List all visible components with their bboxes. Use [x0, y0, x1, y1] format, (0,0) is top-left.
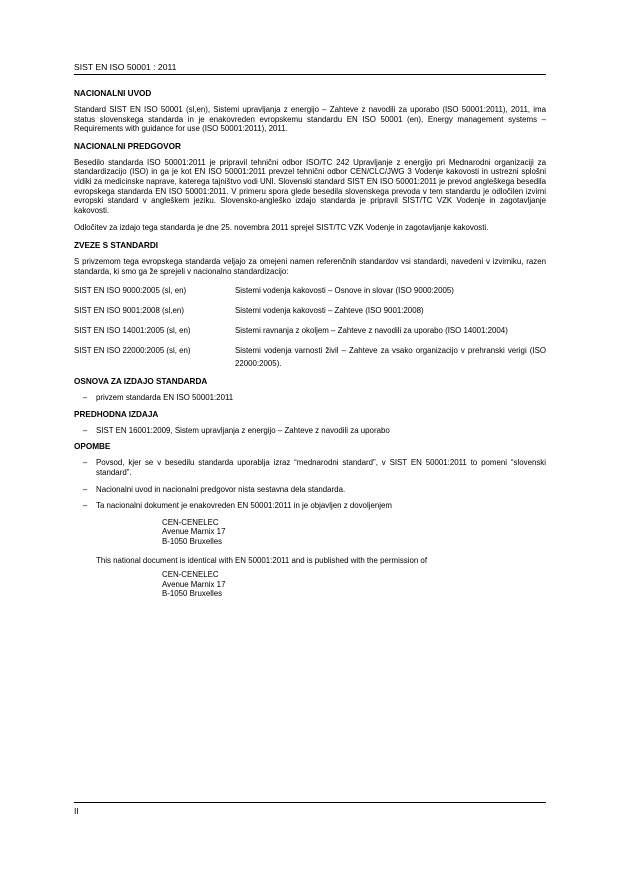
reference-row — [74, 304, 546, 317]
address-line: Avenue Marnix 17 — [162, 579, 226, 589]
address-line: CEN-CENELEC — [162, 517, 219, 527]
nacionalni-predgovor-paragraph-2: Odločitev za izdajo tega standarda je dne 25. novembra 2011 sprejel SIST/TC VZK Vodenje in zagotavljanje kakovosti. — [74, 223, 489, 233]
opombe-item-text: Ta nacionalni dokument je enakovreden EN 50001:2011 in je objavljen z dovoljenjem — [96, 501, 392, 511]
reference-title: Sistemi ravnanja z okoljem – Zahteve z navodili za uporabo (ISO 14001:2004) — [235, 326, 508, 336]
zveze-intro-text: S privzemom tega evropskega standarda veljajo za omejeni namen referenčnih standardov vsi standardi, navedeni v izvirniku, razen standarda, ki smo ga že sprejeli v nacionalno standardizacijo: — [74, 256, 546, 276]
page-content — [74, 89, 546, 609]
list-item — [74, 485, 546, 495]
osnova-item-text: privzem standarda EN ISO 50001:2011 — [96, 393, 234, 403]
section-heading-nacionalni-predgovor: NACIONALNI PREDGOVOR — [74, 141, 181, 151]
list-item — [74, 458, 546, 477]
page-number: II — [74, 806, 79, 816]
reference-row — [74, 344, 546, 370]
dash-bullet: – — [82, 425, 88, 435]
reference-title: Sistemi vodenja kakovosti – Zahteve (ISO 9001:2008) — [235, 306, 424, 316]
address-line: CEN-CENELEC — [162, 570, 219, 580]
opombe-item-text: Nacionalni uvod in nacionalni predgovor nista sestavna dela standarda. — [96, 484, 346, 494]
header-divider — [74, 74, 546, 75]
dash-bullet: – — [82, 393, 88, 403]
address-line: B-1050 Bruxelles — [162, 536, 223, 546]
nacionalni-uvod-text: Standard SIST EN ISO 50001 (sl,en), Sistemi upravljanja z energijo – Zahteve z navodili za uporabo (ISO 50001:2011), 2011, ima status slovenskega standarda in je enakovreden evropskemu standardu EN ISO 50001 (en), Energy management systems – Requirements with guidance for use (ISO 50001:2011), 2011. — [74, 105, 546, 134]
reference-code: SIST EN ISO 22000:2005 (sl, en) — [74, 346, 191, 356]
address-block — [162, 570, 546, 599]
dash-bullet: – — [82, 484, 88, 494]
address-line: B-1050 Bruxelles — [162, 589, 223, 599]
english-note-text: This national document is identical with EN 50001:2011 and is published with the permission of — [96, 556, 428, 566]
list-item — [74, 393, 546, 403]
address-block — [162, 518, 546, 547]
section-heading-osnova: OSNOVA ZA IZDAJO STANDARDA — [74, 377, 208, 387]
section-heading-opombe: OPOMBE — [74, 442, 111, 452]
reference-row — [74, 284, 546, 297]
section-heading-nacionalni-uvod: NACIONALNI UVOD — [74, 89, 152, 98]
address-section — [96, 518, 546, 599]
nacionalni-predgovor-paragraph-1: Besedilo standarda ISO 50001:2011 je pripravil tehnični odbor ISO/TC 242 Upravljanje z energijo pri Mednarodni organizaciji za standardizacijo (ISO) in ga je kot EN ISO 50001:2011 prevzel tehnični odbor CEN/CLC/JWG 3 Vodenje kakovosti in ustrezni splošni vidiki za medicinske naprave, katerega tajništvo vodi UNI. Slovenski standard SIST EN ISO 50001:2011 je prevod angleškega besedila evropskega standarda EN ISO 50001:2011. V primeru spora glede besedila slovenskega prevoda v tem standardu je odločilen izvirni evropski standard v angleškem jeziku. Slovensko-angleško izdajo standarda je pripravil SIST/TC VZK Vodenje in zagotavljanje kakovosti. — [74, 157, 546, 215]
section-heading-predhodna: PREDHODNA IZDAJA — [74, 409, 159, 419]
document-code-header: SIST EN ISO 50001 : 2011 — [74, 62, 177, 72]
reference-standards-list — [74, 284, 546, 370]
predhodna-item-text: SIST EN 16001:2009, Sistem upravljanja z energijo – Zahteve z navodili za uporabo — [96, 425, 390, 435]
list-item — [74, 501, 546, 511]
reference-row — [74, 324, 546, 337]
address-line: Avenue Marnix 17 — [162, 527, 226, 537]
reference-code: SIST EN ISO 9001:2008 (sl,en) — [74, 306, 184, 316]
dash-bullet: – — [82, 458, 88, 468]
list-item — [74, 426, 546, 436]
section-heading-zveze-s-standardi: ZVEZE S STANDARDI — [74, 240, 159, 250]
reference-code: SIST EN ISO 14001:2005 (sl, en) — [74, 326, 191, 336]
footer-divider — [74, 802, 546, 803]
opombe-item-text: Povsod, kjer se v besedilu standarda uporablja izraz “mednarodni standard”, v SIST EN 50001:2011 to pomeni “slovenski standard”. — [96, 458, 546, 477]
reference-title: Sistemi vodenja varnosti živil – Zahteve za vsako organizacijo v prehranski verigi (ISO 22000:2005). — [235, 346, 546, 369]
reference-code: SIST EN ISO 9000:2005 (sl, en) — [74, 286, 187, 296]
dash-bullet: – — [82, 501, 88, 511]
reference-title: Sistemi vodenja kakovosti – Osnove in slovar (ISO 9000:2005) — [235, 286, 454, 296]
